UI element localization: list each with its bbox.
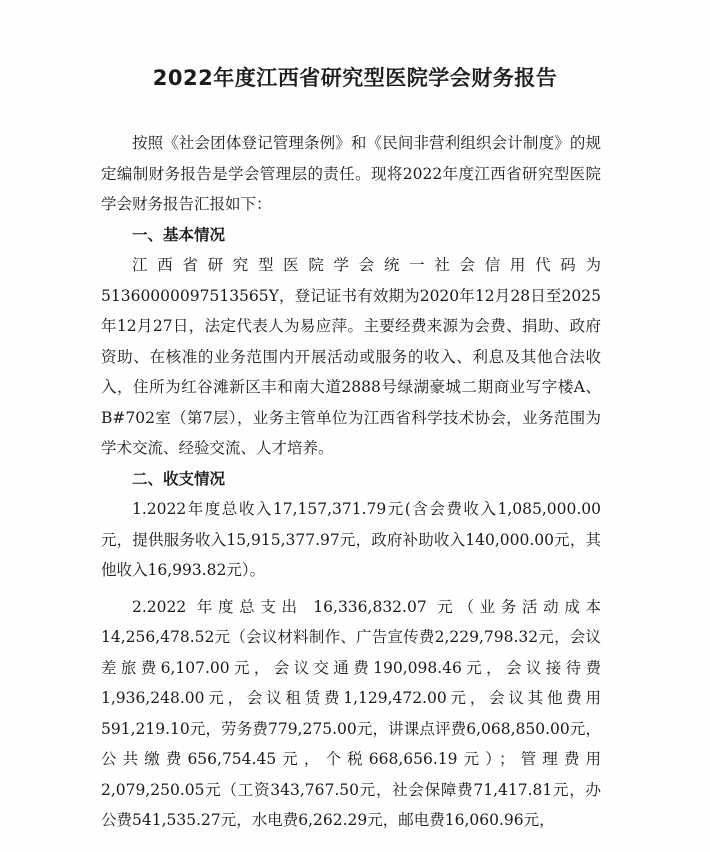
section-heading-income-expense: 二、收支情况 [132,469,226,488]
basic-info-paragraph: 江西省研究型医院学会统一社会信用代码为51360000097513565Y，登记证书有效期为2020年12月28日至2025年12月27日，法定代表人为易应萍。主要经费来源为会费、捐助、政府资助、在核准的业务范围内开展活动或服务的收入、利息及其他合法收入，住所为红谷滩新区丰和南大道2888号绿湖豪城二期商业写字楼A、B#702室（第7层），业务主管单位为江西省科学技术协会，业务范围为学术交流、经验交流、人才培养。 [101,256,601,457]
expense-paragraph: 2.2022 年度总支出 16,336,832.07 元（业务活动成本14,256,478.52元（会议材料制作、广告宣传费2,229,798.32元，会议差旅费6,107.00元，会议交通费190,098.46元，会议接待费1,936,248.00元，会议租赁费1,129,472.00元，会议其他费用591,219.10元，劳务费779,275.00元，讲课点评费6,068,850.00元，公共缴费656,754.45元，个税668,656.19元）；管理费用2,079,250.05元（工资343,767.50元，社会保障费71,417.81元，办公费541,535.27元，水电费6,262.29元，邮电费16,060.96元， [101,597,601,829]
income-paragraph: 1.2022年度总收入17,157,371.79元(含会费收入1,085,000.00元，提供服务收入15,915,377.97元，政府补助收入140,000.00元，其他收入16,993.82元）。 [101,500,601,579]
document-body [101,128,601,836]
document-title: 2022年度江西省研究型医院学会财务报告 [152,66,558,90]
intro-paragraph: 按照《社会团体登记管理条例》和《民间非营利组织会计制度》的规定编制财务报告是学会管理层的责任。现将2022年度江西省研究型医院学会财务报告汇报如下： [101,134,601,213]
section-heading-basic-info: 一、基本情况 [132,225,226,244]
